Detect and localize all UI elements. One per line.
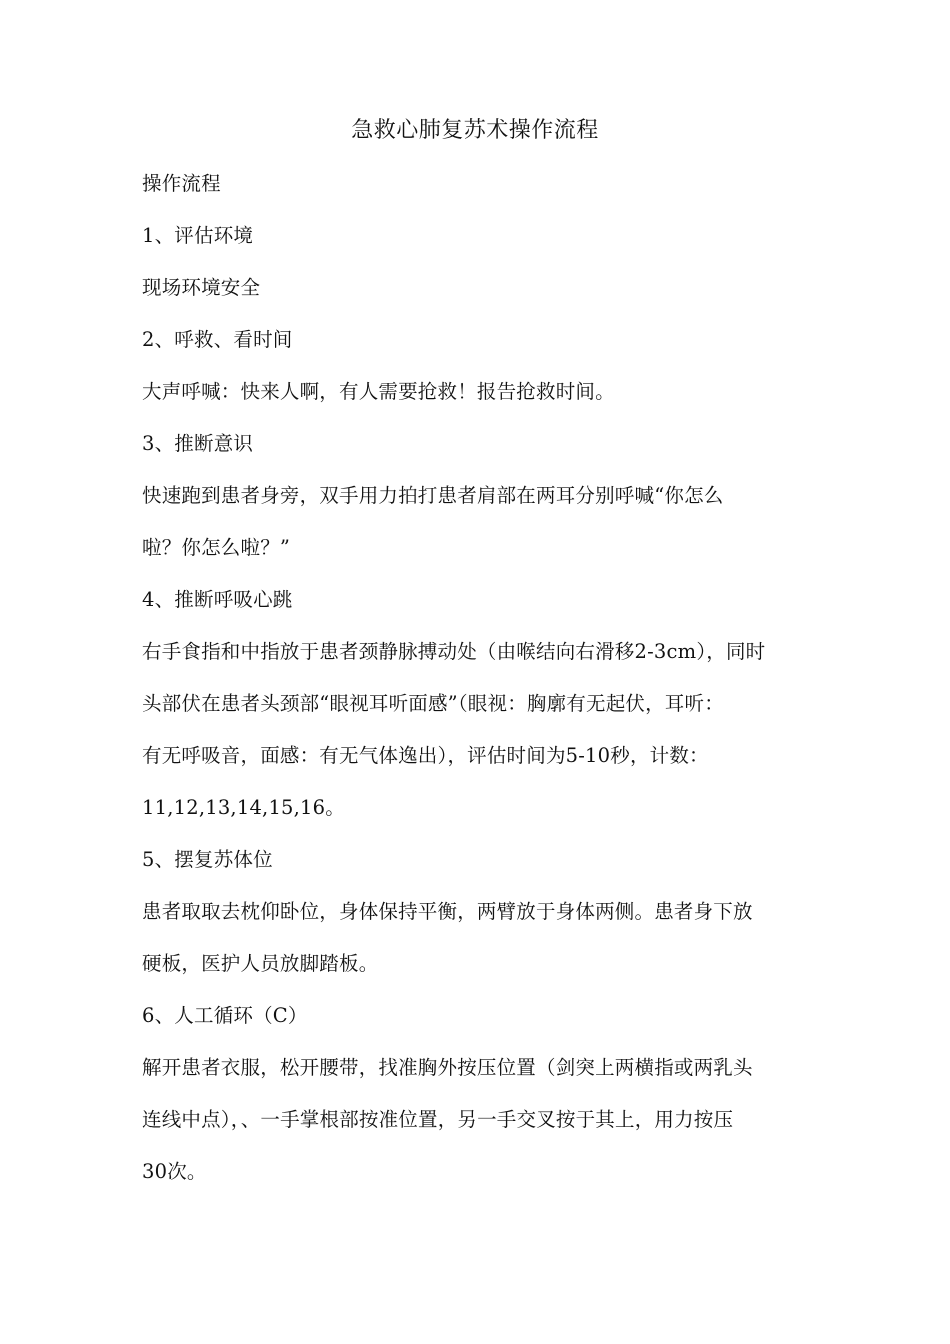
step-4-line: 右手食指和中指放于患者颈静脉搏动处（由喉结向右滑移2-3cm），同时	[142, 640, 766, 663]
step-2-heading: 2、呼救、看时间	[142, 328, 293, 351]
step-3-line: 快速跑到患者身旁，双手用力拍打患者肩部在两耳分别呼喊“你怎么	[142, 484, 724, 507]
step-6-line: 连线中点），、一手掌根部按准位置，另一手交叉按于其上，用力按压	[142, 1108, 734, 1131]
step-6-heading: 6、人工循环（C）	[142, 1004, 308, 1027]
step-6-line: 解开患者衣服，松开腰带，找准胸外按压位置（剑突上两横指或两乳头	[142, 1056, 753, 1079]
step-3-line: 啦？你怎么啦？”	[142, 536, 291, 559]
document-body	[142, 158, 818, 1198]
step-1-heading: 1、评估环境	[142, 224, 254, 247]
step-6-line: 30次。	[142, 1160, 207, 1183]
step-1-line: 现场环境安全	[142, 276, 261, 299]
step-5-line: 硬板，医护人员放脚踏板。	[142, 952, 379, 975]
step-2-line: 大声呼喊：快来人啊，有人需要抢救！报告抢救时间。	[142, 380, 615, 403]
step-4-line: 头部伏在患者头颈部“眼视耳听面感”（眼视：胸廓有无起伏，耳听：	[142, 692, 724, 715]
step-3-heading: 3、推断意识	[142, 432, 254, 455]
step-4-line: 11,12,13,14,15,16。	[142, 796, 345, 819]
step-4-heading: 4、推断呼吸心跳	[142, 588, 293, 611]
step-5-heading: 5、摆复苏体位	[142, 848, 273, 871]
step-5-line: 患者取取去枕仰卧位，身体保持平衡，两臂放于身体两侧。患者身下放	[142, 900, 753, 923]
section-heading: 操作流程	[142, 172, 221, 195]
step-4-line: 有无呼吸音，面感：有无气体逸出），评估时间为5-10秒，计数：	[142, 744, 709, 767]
document-title: 急救心肺复苏术操作流程	[351, 118, 599, 143]
